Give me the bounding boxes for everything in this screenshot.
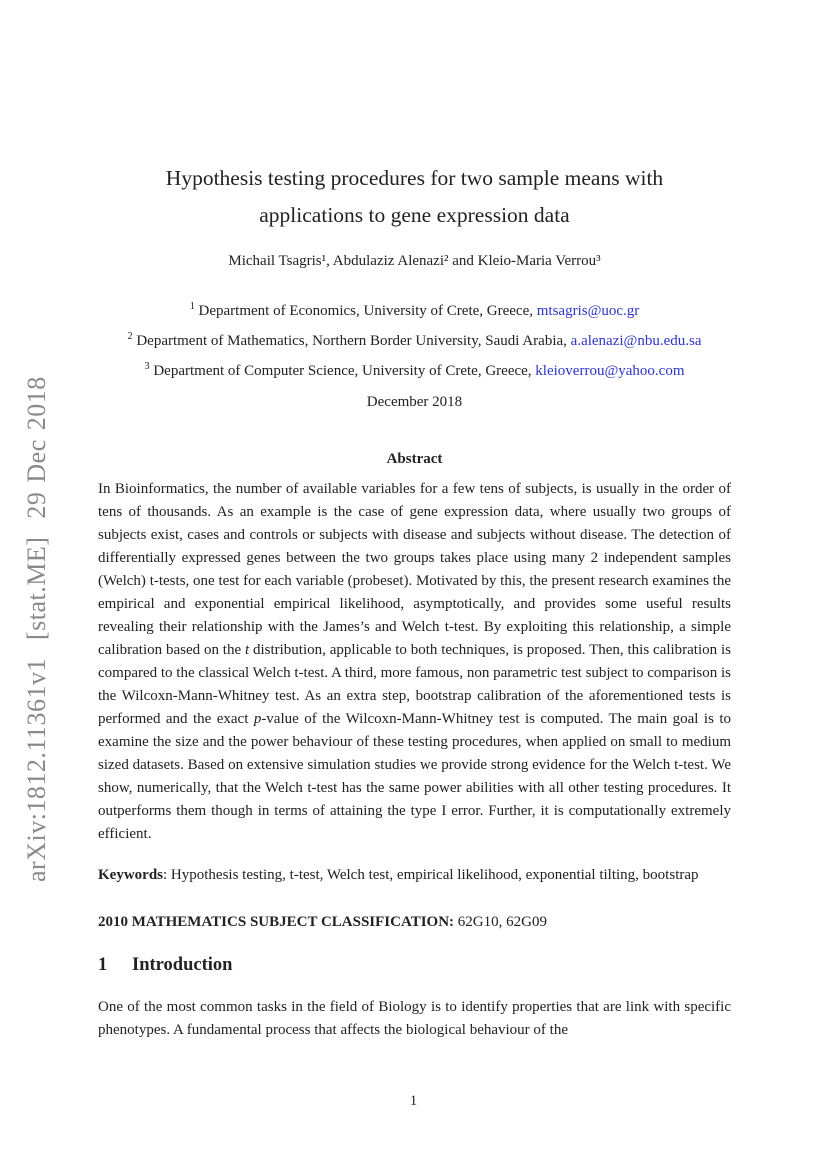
- publication-date: December 2018: [366, 394, 463, 410]
- paper-content: [98, 0, 731, 1042]
- keywords-label: Keywords: [98, 867, 163, 883]
- affiliation-1-marker: 1: [189, 301, 195, 312]
- affiliations-block: [98, 294, 731, 384]
- arxiv-watermark: arXiv:1812.11361v1 [stat.ME] 29 Dec 2018: [22, 376, 51, 882]
- section-title: Introduction: [132, 955, 233, 975]
- authors-line: Michail Tsagris¹, Abdulaziz Alenazi² and Kleio-Maria Verrou³: [228, 253, 601, 269]
- abstract-segment: In Bioinformatics, the number of available variables for a few tens of subjects, is usually in the order of tens of thousands. As an example is the case of gene expression data, where usually two groups of subjects exist, cases and controls or subjects with disease and subjects without disease. The detection of differentially expressed genes between the two groups takes place using many 2 independent samples (Welch) t-tests, one test for each variable (probeset). Motivated by this, the present research examines the empirical and exponential empirical likelihood, asymptotically, and provides some useful results revealing their relationship with the James’s and Welch t-test. By exploiting this relationship, a simple calibration based on the: [98, 481, 731, 658]
- affiliation-2-marker: 2: [127, 331, 133, 342]
- affiliation-1: [98, 294, 731, 324]
- affiliation-2-text: Department of Mathematics, Northern Border University, Saudi Arabia,: [132, 333, 571, 349]
- paper-title-line-2: applications to gene expression data: [259, 203, 570, 227]
- affiliation-3: [98, 354, 731, 384]
- abstract-segment: distribution, applicable to both techniques, is proposed. Then, this calibration is compared to the classical Welch t-test. A third, more famous, non parametric test subject to comparison is the Wilcoxn-Mann-Whitney test. As an extra step, bootstrap calibration of the aforementioned tests is performed and the exact: [98, 642, 731, 727]
- affiliation-3-marker: 3: [144, 361, 150, 372]
- affiliation-3-text: Department of Computer Science, University of Crete, Greece,: [149, 363, 536, 379]
- introduction-paragraph: One of the most common tasks in the field of Biology is to identify properties that are link with specific phenotypes. A fundamental process that affects the biological behaviour of the: [98, 999, 731, 1038]
- abstract-heading: Abstract: [386, 451, 443, 467]
- abstract-italic-t: t: [244, 642, 250, 658]
- paper-title-line-1: Hypothesis testing procedures for two sample means with: [165, 166, 664, 190]
- msc-label: 2010 MATHEMATICS SUBJECT CLASSIFICATION:: [98, 914, 455, 930]
- section-heading-introduction: [98, 952, 731, 978]
- abstract-text: [98, 478, 731, 846]
- affiliation-2: [98, 324, 731, 354]
- affiliation-1-email-link[interactable]: mtsagris@uoc.gr: [536, 303, 640, 319]
- abstract-italic-p: p: [253, 711, 262, 727]
- keywords-line: [98, 864, 731, 887]
- paper-title: [98, 160, 731, 234]
- affiliation-1-text: Department of Economics, University of Crete, Greece,: [194, 303, 537, 319]
- section-number: 1: [98, 955, 108, 975]
- affiliation-2-email-link[interactable]: a.alenazi@nbu.edu.sa: [570, 333, 702, 349]
- msc-line: [98, 911, 731, 934]
- page-number: 1: [409, 1093, 418, 1109]
- abstract-segment: -value of the Wilcoxn-Mann-Whitney test is computed. The main goal is to examine the size and the power behaviour of these testing procedures, when applied on small to medium sized datasets. Based on extensive simulation studies we provide strong evidence for the Welch t-test. We show, numerically, that the Welch t-test has the same power abilities with all other testing procedures. It outperforms them though in terms of attaining the type I error. Further, it is computationally extremely efficient.: [98, 711, 731, 842]
- keywords-text: : Hypothesis testing, t-test, Welch test, empirical likelihood, exponential tilting, bootstrap: [163, 867, 699, 883]
- affiliation-3-email-link[interactable]: kleioverrou@yahoo.com: [535, 363, 685, 379]
- msc-value: 62G10, 62G09: [457, 914, 547, 930]
